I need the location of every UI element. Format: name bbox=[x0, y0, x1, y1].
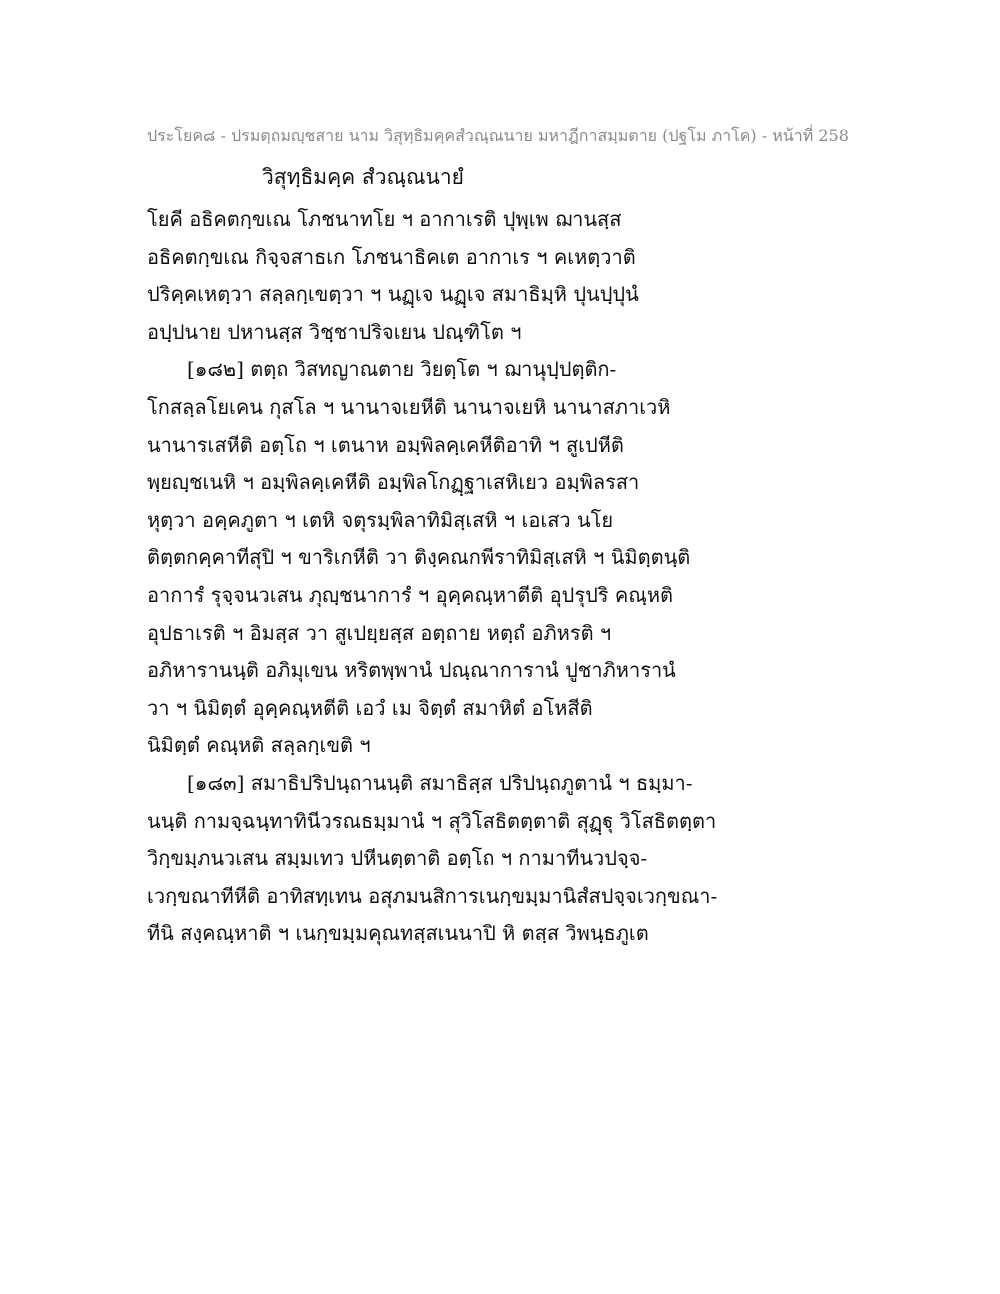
text-line-11: อาการํ รุจฺจนวเสน ภุญฺชนาการํ ฯ อุคฺคณฺหาตีติ อุปรุปริ คณฺหติ bbox=[147, 582, 673, 607]
text-line-10: ติตฺตกคฺคาทีสุปิ ฯ ขาริเกหีติ วา ติงฺคณกพีราทิมิสฺเสหิ ฯ นิมิตฺตนฺติ bbox=[147, 545, 691, 570]
text-line-1: โยคี อธิคตกฺขเณ โภชนาทโย ฯ อากาเรติ ปุพฺเพ ฌานสฺส bbox=[147, 207, 622, 231]
text-line-20: ทีนิ สงฺคณฺหาติ ฯ เนกฺขมฺมคุณทสฺสเนนาปิ หิ ตสฺส วิพนฺธภูเต bbox=[147, 921, 649, 946]
text-line-8: พฺยญฺชเนหิ ฯ อมฺพิลคฺเคหีติ อมฺพิลโกฏฺฐาเสหิเยว อมฺพิลรสา bbox=[147, 470, 640, 495]
text-line-19: เวกฺขณาทีหีติ อาทิสทฺเทน อสุภมนสิการเนกฺขมฺมานิสํสปจฺจเวกฺขณา- bbox=[147, 883, 718, 908]
text-line-15: นิมิตฺตํ คณฺหติ สลฺลกฺเขติ ฯ bbox=[147, 733, 371, 758]
text-line-2: อธิคตกฺขเณ กิจฺจสาธเก โภชนาธิคเต อากาเร ฯ คเหตฺวาติ bbox=[147, 244, 636, 269]
body-text bbox=[147, 201, 867, 953]
text-line-9: หุตฺวา อคฺคภูตา ฯ เตหิ จตุรมฺพิลาทิมิสฺเสหิ ฯ เอเสว นโย bbox=[147, 507, 614, 532]
paragraph-182-start: [๑๘๒] ตตฺถ วิสทญาณตาย วิยตฺโต ฯ ฌานุปฺปตฺติก- bbox=[187, 357, 617, 382]
text-line-6: โกสลฺลโยเคน กุสโล ฯ นานาจเยหีติ นานาจเยหิ นานาสภาเวหิ bbox=[147, 394, 671, 419]
text-line-3: ปริคฺคเหตฺวา สลฺลกฺเขตฺวา ฯ นฏฺเจ นฏฺเจ สมาธิมฺหิ ปุนปฺปุนํ bbox=[147, 282, 639, 307]
text-line-7: นานารเสหีติ อตฺโถ ฯ เตนาห อมฺพิลคฺเคหีติอาทิ ฯ สูเปหีติ bbox=[147, 432, 624, 457]
paragraph-183-start: [๑๘๓] สมาธิปริปนฺถานนฺติ สมาธิสฺส ปริปนฺถภูตานํ ฯ ธมฺมา- bbox=[187, 770, 693, 795]
text-line-17: นนฺติ กามจฺฉนฺทาทินีวรณธมฺมานํ ฯ สุวิโสธิตตฺตาติ สุฏฺฐุ วิโสธิตตฺตา bbox=[147, 808, 717, 833]
text-line-13: อภิหารานนฺติ อภิมุเขน หริตพฺพานํ ปณฺณาการานํ ปูชาภิหารานํ bbox=[147, 658, 676, 683]
section-title: วิสุทฺธิมคฺค สํวณฺณนายํ bbox=[262, 165, 464, 189]
page-header: ประโยค๘ - ปรมตฺถมญฺชสาย นาม วิสุทฺธิมคฺคสํวณฺณนาย มหาฎีกาสมฺมตาย (ปฐโม ภาโค) - หน้าที่ 258 bbox=[147, 126, 849, 145]
text-line-4: อปฺปนาย ปหานสฺส วิชฺชาปริจเยน ปณฺฑิโต ฯ bbox=[147, 319, 522, 344]
text-line-12: อุปธาเรติ ฯ อิมสฺส วา สูเปยฺยสฺส อตฺถาย หตฺถํ อภิหรติ ฯ bbox=[147, 620, 612, 645]
text-line-18: วิกฺขมฺภนวเสน สมฺมเทว ปหีนตฺตาติ อตฺโถ ฯ กามาทีนวปจฺจ- bbox=[147, 846, 648, 871]
text-line-14: วา ฯ นิมิตฺตํ อุคฺคณฺหตีติ เอวํ เม จิตฺตํ สมาหิตํ อโหสีติ bbox=[147, 695, 593, 720]
